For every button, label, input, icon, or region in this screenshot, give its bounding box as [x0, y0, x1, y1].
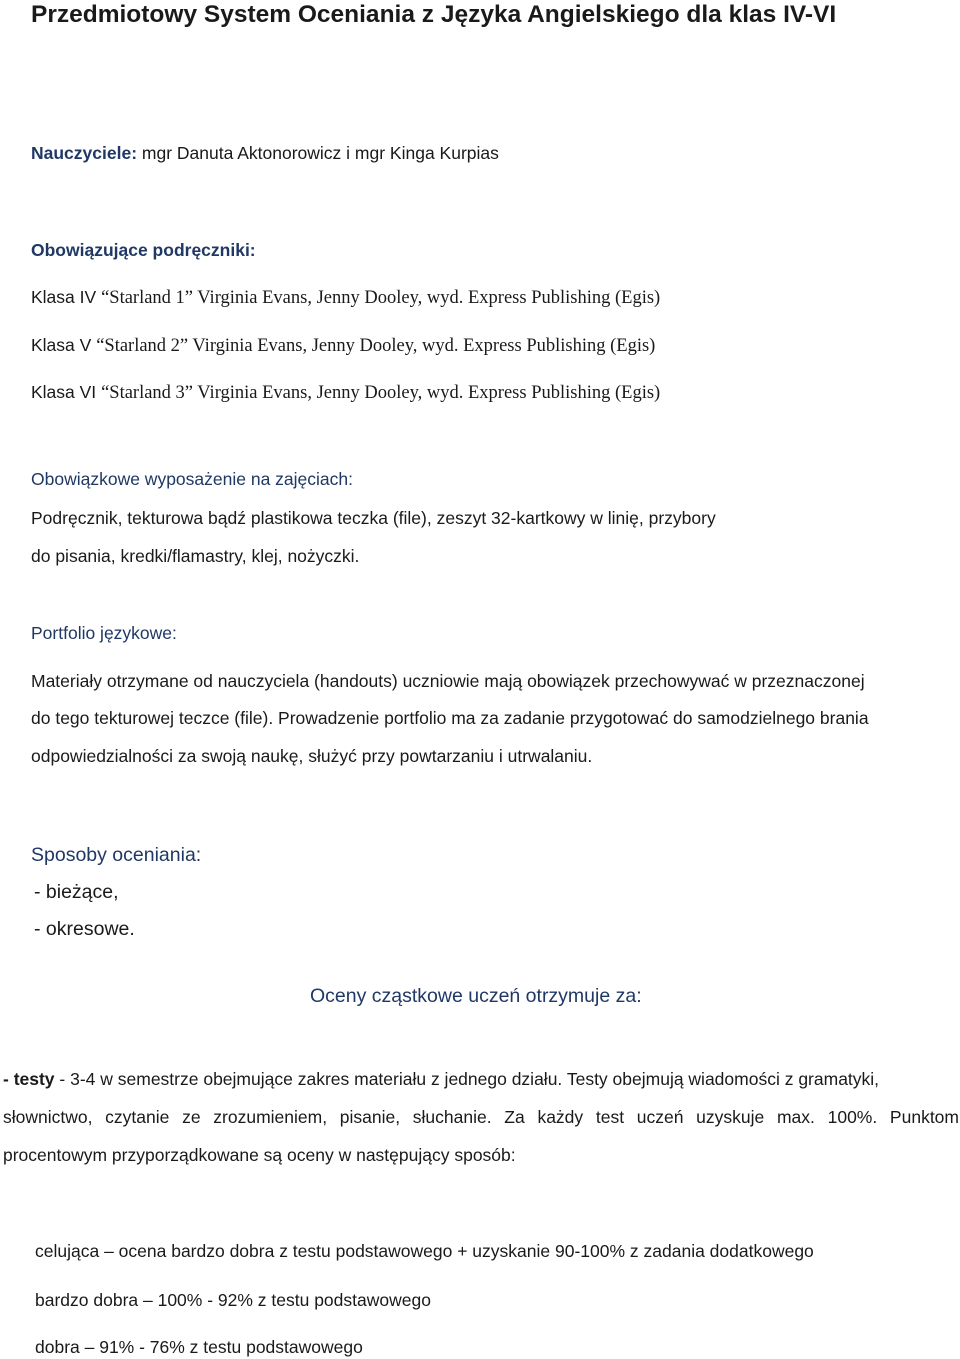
textbook-class: Klasa V [31, 335, 92, 355]
grade-item-dobra: dobra – 91% - 76% z testu podstawowego [35, 1337, 363, 1357]
page-title: Przedmiotowy System Oceniania z Języka Angielskiego dla klas IV-VI [31, 1, 837, 28]
tests-description: - 3-4 w semestrze obejmujące zakres materiału z jednego działu. Testy obejmują wiadomości z gramatyki, [59, 1069, 880, 1089]
equipment-heading: Obowiązkowe wyposażenie na zajęciach: [31, 469, 353, 489]
equipment-line-1: Podręcznik, tekturowa bądź plastikowa teczka (file), zeszyt 32-kartkowy w linię, przybory [31, 508, 716, 528]
textbook-class: Klasa VI [31, 382, 97, 402]
equipment-line-2: do pisania, kredki/flamastry, klej, nożyczki. [31, 546, 360, 566]
textbook-details: “Starland 1” Virginia Evans, Jenny Dooley, wyd. Express Publishing (Egis) [101, 288, 661, 308]
teachers-line [31, 142, 499, 164]
textbooks-heading: Obowiązujące podręczniki: [31, 240, 256, 260]
portfolio-line-3: odpowiedzialności za swoją naukę, służyć przy powtarzaniu i utrwalaniu. [31, 746, 593, 766]
method-item: - okresowe. [34, 918, 135, 940]
tests-line-1 [3, 1068, 879, 1090]
portfolio-heading: Portfolio językowe: [31, 623, 177, 643]
textbook-item-4 [31, 286, 660, 309]
tests-line-3: procentowym przyporządkowane są oceny w następujący sposób: [3, 1145, 516, 1165]
textbook-details: “Starland 3” Virginia Evans, Jenny Dooley, wyd. Express Publishing (Egis) [101, 383, 661, 403]
portfolio-line-2: do tego tekturowej teczce (file). Prowadzenie portfolio ma za zadanie przygotować do samodzielnego brania [31, 708, 869, 728]
partial-grades-heading: Oceny cząstkowe uczeń otrzymuje za: [310, 985, 642, 1007]
grade-item-celujaca: celująca – ocena bardzo dobra z testu podstawowego + uzyskanie 90-100% z zadania dodatkowego [35, 1241, 814, 1261]
textbook-class: Klasa IV [31, 287, 97, 307]
methods-heading: Sposoby oceniania: [31, 844, 202, 866]
method-item: - bieżące, [34, 881, 119, 903]
textbook-details: “Starland 2” Virginia Evans, Jenny Dooley, wyd. Express Publishing (Egis) [96, 336, 656, 356]
textbook-item-6 [31, 381, 660, 404]
portfolio-line-1: Materiały otrzymane od nauczyciela (handouts) uczniowie mają obowiązek przechowywać w przeznaczonej [31, 671, 865, 691]
textbook-item-5 [31, 334, 655, 357]
grade-item-bardzo-dobra: bardzo dobra – 100% - 92% z testu podstawowego [35, 1290, 431, 1310]
tests-line-2: słownictwo, czytanie ze zrozumieniem, pisanie, słuchanie. Za każdy test uczeń uzyskuje max. 100%. Punktom [3, 1107, 959, 1127]
teachers-value: mgr Danuta Aktonorowicz i mgr Kinga Kurpias [141, 143, 499, 163]
teachers-label: Nauczyciele: [31, 143, 138, 163]
tests-label: - testy [3, 1069, 55, 1089]
